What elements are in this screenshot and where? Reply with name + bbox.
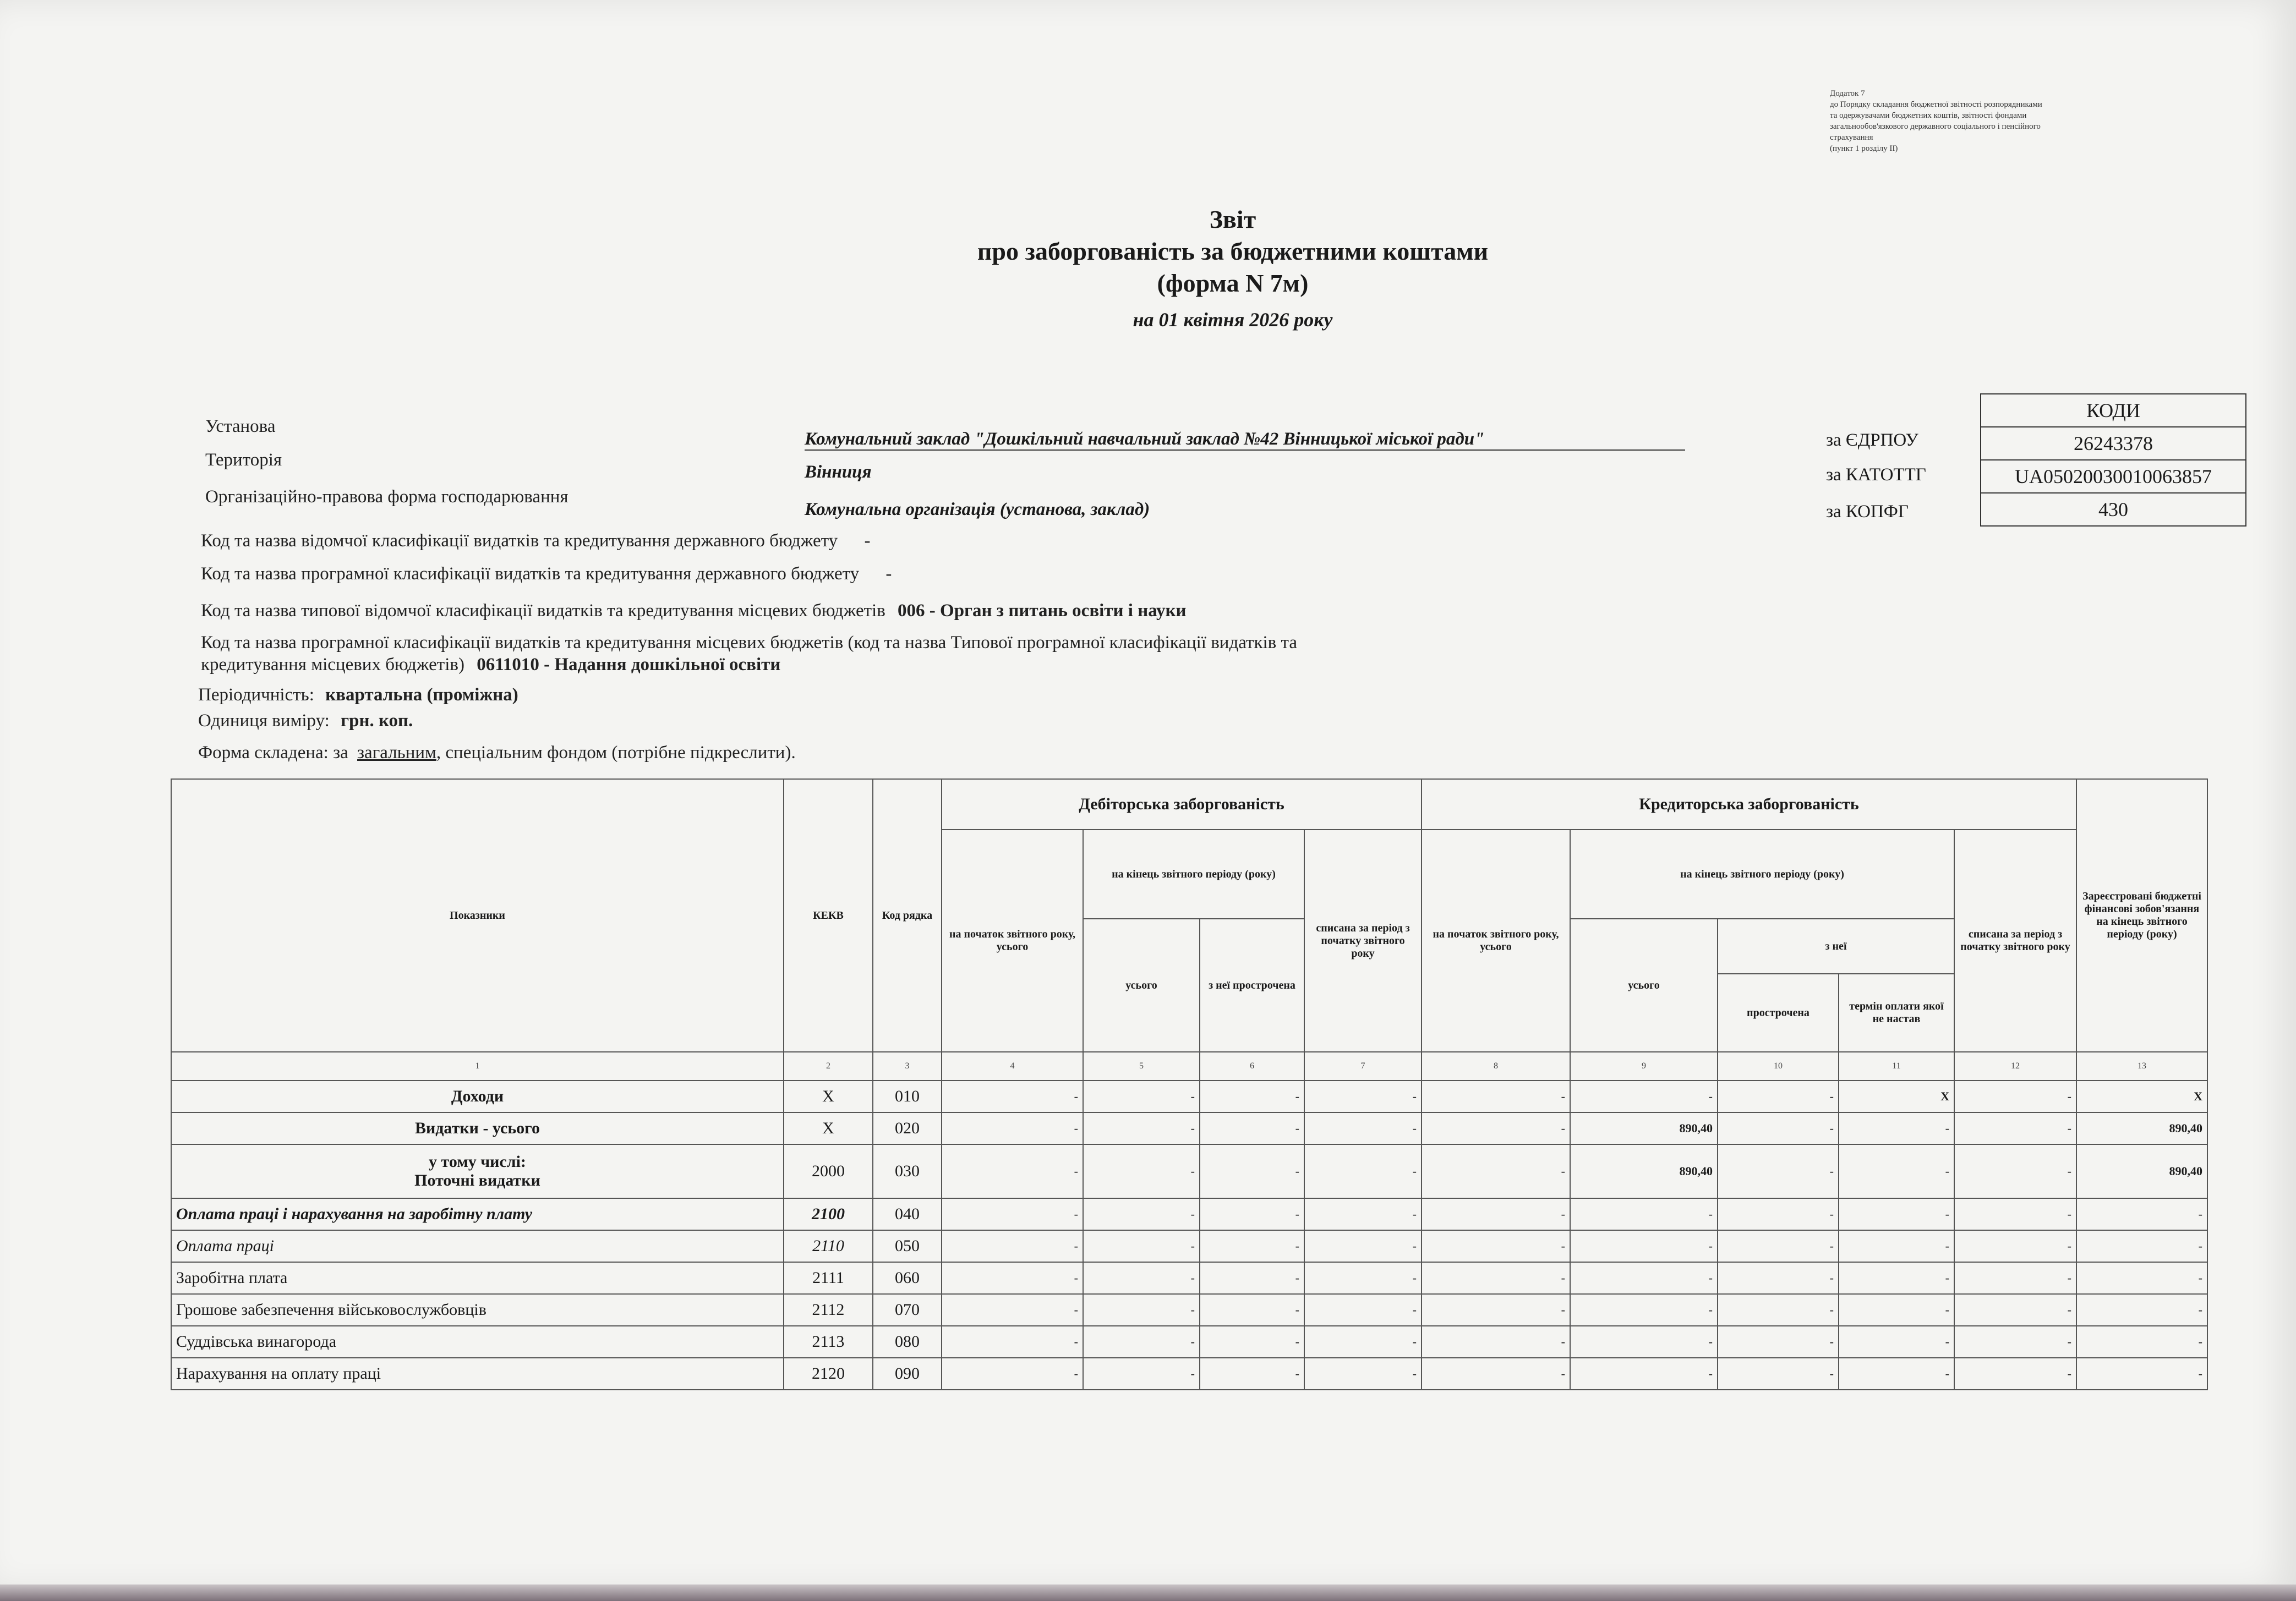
row-value: -	[942, 1326, 1083, 1358]
row-value: 890,40	[2076, 1144, 2207, 1198]
row-value: X	[2076, 1081, 2207, 1112]
debt-table	[171, 778, 2208, 1390]
row-value: -	[1200, 1262, 1304, 1294]
prog-class-label	[201, 564, 892, 584]
row-value: -	[1718, 1326, 1839, 1358]
row-value: -	[1200, 1358, 1304, 1390]
header-credit-written-off: списана за період з початку звітного року	[1954, 830, 2076, 1052]
row-value: -	[1200, 1198, 1304, 1230]
row-value: -	[1422, 1198, 1570, 1230]
row-value: -	[1083, 1198, 1200, 1230]
row-value: -	[1304, 1230, 1422, 1262]
legal-form-label: Організаційно-правова форма господарювання	[205, 487, 568, 507]
row-value: -	[1083, 1262, 1200, 1294]
row-value: -	[1200, 1294, 1304, 1326]
institution-label: Установа	[205, 416, 276, 436]
periodicity-text: Періодичність:	[198, 685, 314, 705]
header-debit-written-off: списана за період з початку звітного року	[1304, 830, 1422, 1052]
column-number: 3	[873, 1052, 942, 1081]
table-row	[171, 1112, 2207, 1144]
header-debit: Дебіторська заборгованість	[942, 779, 1422, 830]
row-indicator: Видатки - усього	[171, 1112, 784, 1144]
row-indicator: Оплата праці	[171, 1230, 784, 1262]
header-kekv: КЕКВ	[784, 779, 873, 1052]
background-strip	[0, 1584, 2296, 1601]
table-row	[171, 1081, 2207, 1112]
row-value: -	[1083, 1358, 1200, 1390]
edrpou-code: 26243378	[1981, 427, 2246, 460]
row-value: -	[1083, 1112, 1200, 1144]
dept-class-text: Код та назва відомчої класифікації видатків та кредитування державного бюджету	[201, 531, 838, 551]
column-number: 6	[1200, 1052, 1304, 1081]
row-code: 030	[873, 1144, 942, 1198]
header-credit-end: на кінець звітного періоду (року)	[1570, 830, 1954, 919]
header-credit: Кредиторська заборгованість	[1422, 779, 2076, 830]
row-kekv: X	[784, 1081, 873, 1112]
row-value: 890,40	[1570, 1144, 1718, 1198]
row-value: -	[942, 1294, 1083, 1326]
row-value: -	[1083, 1144, 1200, 1198]
table-row	[171, 1230, 2207, 1262]
row-value: -	[1570, 1081, 1718, 1112]
appendix-line: Додаток 7	[1830, 89, 1865, 98]
table-row	[171, 1198, 2207, 1230]
prog-class-text: Код та назва програмної класифікації видатків та кредитування державного бюджету	[201, 564, 860, 584]
legal-form-value: Комунальна організація (установа, заклад)	[805, 500, 1150, 519]
row-value: -	[1718, 1198, 1839, 1230]
row-kekv: 2111	[784, 1262, 873, 1294]
appendix-line: до Порядку складання бюджетної звітності розпорядниками	[1830, 100, 2042, 109]
row-value: -	[2076, 1358, 2207, 1390]
row-value: 890,40	[2076, 1112, 2207, 1144]
row-value: -	[1083, 1326, 1200, 1358]
katottg-code: UA05020030010063857	[1981, 460, 2246, 493]
column-number: 4	[942, 1052, 1083, 1081]
row-value: -	[1954, 1144, 2076, 1198]
row-value: -	[1422, 1112, 1570, 1144]
table-row	[171, 1326, 2207, 1358]
row-value: -	[1200, 1081, 1304, 1112]
unit-value: грн. коп.	[341, 711, 413, 731]
row-value: -	[1304, 1081, 1422, 1112]
column-numbers-row	[171, 1052, 2207, 1081]
header-debit-end-total: усього	[1083, 919, 1200, 1052]
header-credit-of-it: з неї	[1718, 919, 1954, 974]
row-value: -	[2076, 1230, 2207, 1262]
row-value: -	[1839, 1198, 1954, 1230]
header-debit-end-overdue: з неї прострочена	[1200, 919, 1304, 1052]
row-value: -	[1422, 1326, 1570, 1358]
unit-label	[198, 711, 413, 731]
codes-header: КОДИ	[1981, 394, 2246, 427]
row-value: -	[2076, 1294, 2207, 1326]
row-value: -	[1839, 1112, 1954, 1144]
header-indicators: Показники	[171, 779, 784, 1052]
title-line: Звіт	[1209, 205, 1256, 233]
territory-label: Територія	[205, 450, 282, 470]
periodicity-label	[198, 685, 518, 705]
header-credit-start: на початок звітного року, усього	[1422, 830, 1570, 1052]
row-code: 070	[873, 1294, 942, 1326]
row-kekv: 2110	[784, 1230, 873, 1262]
periodicity-value: квартальна (проміжна)	[325, 685, 518, 705]
row-indicator: Оплата праці і нарахування на заробітну плату	[171, 1198, 784, 1230]
row-value: -	[1954, 1294, 2076, 1326]
header-credit-end-total: усього	[1570, 919, 1718, 1052]
row-value: -	[1954, 1326, 2076, 1358]
form-text: Форма складена: за	[198, 743, 348, 763]
row-indicator: Доходи	[171, 1081, 784, 1112]
row-value: -	[1570, 1358, 1718, 1390]
row-value: -	[1954, 1198, 2076, 1230]
row-value: -	[1718, 1230, 1839, 1262]
row-value: -	[942, 1262, 1083, 1294]
row-value: -	[2076, 1262, 2207, 1294]
column-number: 9	[1570, 1052, 1718, 1081]
row-value: -	[1304, 1294, 1422, 1326]
column-number: 12	[1954, 1052, 2076, 1081]
row-value: -	[1304, 1198, 1422, 1230]
table-row	[171, 1358, 2207, 1390]
row-value: -	[1570, 1262, 1718, 1294]
prog-local-text: кредитування місцевих бюджетів)	[201, 655, 464, 675]
row-code: 050	[873, 1230, 942, 1262]
row-value: -	[942, 1081, 1083, 1112]
row-value: -	[942, 1112, 1083, 1144]
row-value: -	[1718, 1144, 1839, 1198]
row-value: -	[1839, 1230, 1954, 1262]
row-value: -	[1718, 1112, 1839, 1144]
row-code: 080	[873, 1326, 942, 1358]
row-kekv: 2000	[784, 1144, 873, 1198]
column-number: 13	[2076, 1052, 2207, 1081]
dept-class-label	[201, 531, 870, 551]
row-value: -	[1304, 1112, 1422, 1144]
row-indicator-line: у тому числі:	[429, 1152, 526, 1171]
title-line: про заборгованість за бюджетними коштами	[977, 237, 1489, 265]
column-number: 10	[1718, 1052, 1839, 1081]
row-value: -	[1200, 1326, 1304, 1358]
row-value: -	[942, 1230, 1083, 1262]
report-title	[770, 204, 1695, 331]
row-code: 090	[873, 1358, 942, 1390]
row-value: -	[1839, 1326, 1954, 1358]
row-value: -	[2076, 1326, 2207, 1358]
row-kekv: 2100	[784, 1198, 873, 1230]
typical-dept-label	[201, 601, 1187, 621]
row-value: -	[942, 1144, 1083, 1198]
row-code: 060	[873, 1262, 942, 1294]
row-value: -	[1954, 1112, 2076, 1144]
row-indicator: Нарахування на оплату праці	[171, 1358, 784, 1390]
row-value: -	[1304, 1144, 1422, 1198]
row-value: -	[1083, 1230, 1200, 1262]
row-code: 020	[873, 1112, 942, 1144]
row-value: -	[1304, 1358, 1422, 1390]
column-number: 8	[1422, 1052, 1570, 1081]
row-code: 010	[873, 1081, 942, 1112]
row-value: -	[1200, 1144, 1304, 1198]
row-value: -	[1718, 1081, 1839, 1112]
header-debit-end: на кінець звітного періоду (року)	[1083, 830, 1304, 919]
column-number: 11	[1839, 1052, 1954, 1081]
row-value: -	[942, 1198, 1083, 1230]
row-value: -	[1839, 1294, 1954, 1326]
row-indicator: Заробітна плата	[171, 1262, 784, 1294]
codes-table	[1980, 393, 2246, 527]
row-value: -	[1200, 1112, 1304, 1144]
row-value: 890,40	[1570, 1112, 1718, 1144]
typical-dept-text: Код та назва типової відомчої класифікації видатків та кредитування місцевих бюджетів	[201, 601, 885, 621]
prog-class-value: -	[885, 564, 892, 584]
row-value: -	[1718, 1262, 1839, 1294]
row-value: -	[1570, 1294, 1718, 1326]
row-indicator: Суддівська винагорода	[171, 1326, 784, 1358]
row-indicator	[171, 1144, 784, 1198]
edrpou-label: за ЄДРПОУ	[1826, 430, 1918, 450]
form-label	[198, 743, 796, 763]
row-value: -	[1570, 1198, 1718, 1230]
row-value: -	[1839, 1144, 1954, 1198]
appendix-line: загальнообов'язкового державного соціального і пенсійного	[1830, 122, 2041, 131]
column-number: 5	[1083, 1052, 1200, 1081]
kopfg-label: за КОПФГ	[1826, 502, 1909, 522]
row-value: -	[1422, 1081, 1570, 1112]
row-value: -	[1083, 1294, 1200, 1326]
typical-dept-value: 006 - Орган з питань освіти і науки	[898, 601, 1187, 621]
column-number: 7	[1304, 1052, 1422, 1081]
kopfg-code: 430	[1981, 493, 2246, 526]
row-indicator-line: Поточні видатки	[414, 1171, 540, 1189]
row-kekv: X	[784, 1112, 873, 1144]
row-code: 040	[873, 1198, 942, 1230]
row-value: -	[1954, 1081, 2076, 1112]
table-row	[171, 1144, 2207, 1198]
katottg-label: за КАТОТТГ	[1826, 465, 1926, 485]
row-value: -	[1422, 1358, 1570, 1390]
row-value: -	[1839, 1262, 1954, 1294]
title-line: (форма N 7м)	[1157, 269, 1309, 297]
report-date: на 01 квітня 2026 року	[1133, 309, 1333, 331]
institution-value: Комунальний заклад "Дошкільний навчальний заклад №42 Вінницької міської ради"	[805, 429, 1685, 451]
row-value: -	[1422, 1144, 1570, 1198]
unit-text: Одиниця виміру:	[198, 711, 330, 731]
form-rest: , спеціальним фондом (потрібне підкреслити).	[436, 743, 796, 763]
row-value: -	[1304, 1262, 1422, 1294]
appendix-line: страхування	[1830, 133, 1873, 142]
dept-class-value: -	[864, 531, 871, 551]
row-value: -	[1839, 1358, 1954, 1390]
column-number: 2	[784, 1052, 873, 1081]
prog-local-label: Код та назва програмної класифікації видатків та кредитування місцевих бюджетів (код та назва Типової програмної класифікації видатків та	[201, 633, 1297, 653]
row-value: -	[1422, 1294, 1570, 1326]
header-debit-start: на початок звітного року, усього	[942, 830, 1083, 1052]
row-kekv: 2113	[784, 1326, 873, 1358]
row-value: -	[1954, 1230, 2076, 1262]
row-value: -	[1718, 1358, 1839, 1390]
header-registered: Зареєстровані бюджетні фінансові зобов'язання на кінець звітного періоду (року)	[2076, 779, 2207, 1052]
row-value: -	[942, 1358, 1083, 1390]
header-credit-overdue: прострочена	[1718, 974, 1839, 1052]
header-credit-not-due: термін оплати якої не настав	[1839, 974, 1954, 1052]
appendix-line: та одержувачами бюджетних коштів, звітності фондами	[1830, 111, 2027, 120]
row-value: -	[1422, 1262, 1570, 1294]
prog-local-label-2	[201, 655, 780, 675]
row-value: -	[2076, 1198, 2207, 1230]
form-general: загальним	[357, 743, 436, 763]
row-value: -	[1083, 1081, 1200, 1112]
header-row-code: Код рядка	[873, 779, 942, 1052]
row-value: -	[1200, 1230, 1304, 1262]
row-indicator: Грошове забезпечення військовослужбовців	[171, 1294, 784, 1326]
row-kekv: 2120	[784, 1358, 873, 1390]
table-row	[171, 1294, 2207, 1326]
row-value: -	[1304, 1326, 1422, 1358]
row-value: X	[1839, 1081, 1954, 1112]
row-value: -	[1422, 1230, 1570, 1262]
row-value: -	[1954, 1358, 2076, 1390]
territory-value: Вінниця	[805, 462, 872, 482]
row-value: -	[1570, 1230, 1718, 1262]
appendix-line: (пункт 1 розділу II)	[1830, 144, 1898, 153]
row-value: -	[1570, 1326, 1718, 1358]
prog-local-value: 0611010 - Надання дошкільної освіти	[477, 655, 781, 675]
row-value: -	[1954, 1262, 2076, 1294]
column-number: 1	[171, 1052, 784, 1081]
row-kekv: 2112	[784, 1294, 873, 1326]
row-value: -	[1718, 1294, 1839, 1326]
table-row	[171, 1262, 2207, 1294]
appendix-note	[1830, 88, 2237, 154]
